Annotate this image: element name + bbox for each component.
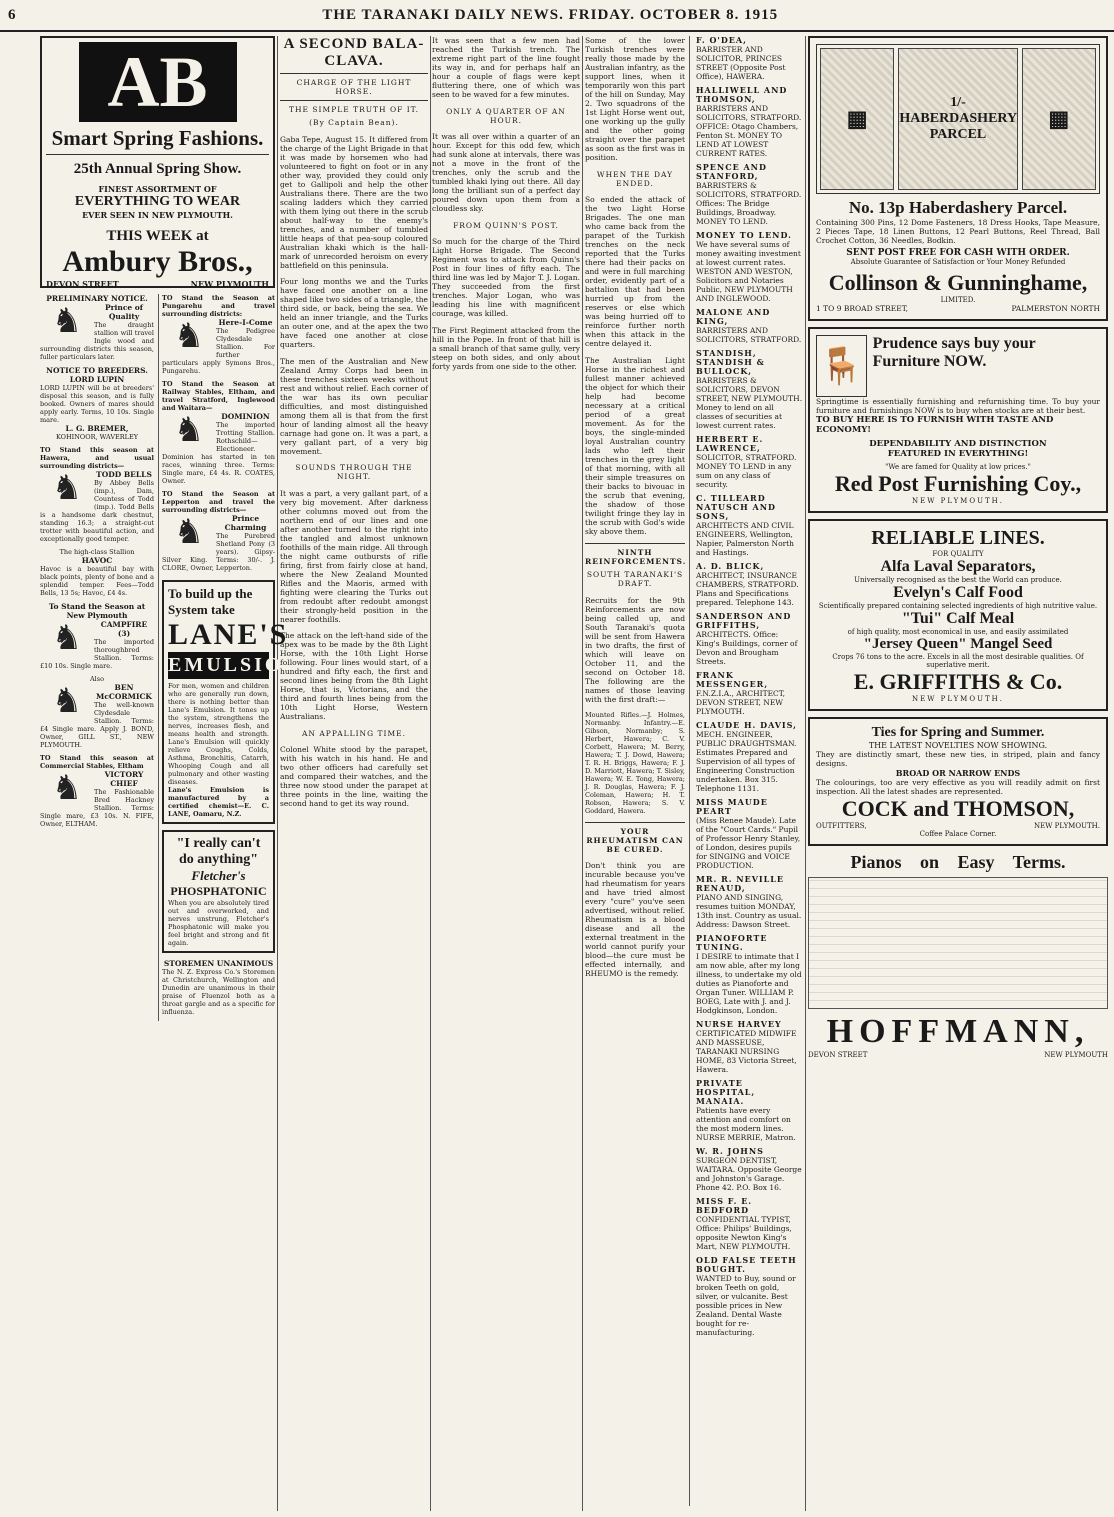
hoffmann-firm: HOFFMANN, bbox=[826, 1013, 1090, 1050]
stallion-name: Here-I-Come bbox=[218, 318, 273, 327]
card-name: MALONE AND KING, bbox=[696, 307, 771, 326]
stallion-name: Prince Charming bbox=[224, 514, 267, 532]
card-name: W. R. JOHNS bbox=[696, 1146, 764, 1156]
stallion-name: HAVOC bbox=[81, 556, 113, 565]
parcel-firm: Collinson & Gunninghame, bbox=[828, 270, 1088, 295]
stallion-notice bbox=[40, 675, 154, 749]
section-heading: SOUNDS THROUGH THE NIGHT. bbox=[295, 463, 413, 481]
cock-sub: THE LATEST NOVELTIES NOW SHOWING. bbox=[868, 741, 1048, 750]
column-3 bbox=[432, 36, 580, 1511]
horse-icon: ♞ bbox=[173, 410, 205, 450]
fletcher-body: When you are absolutely tired out and overworked, and nerves unstrung, Fletcher's Phosphatonic will make you feel bright and strong and fit again. bbox=[168, 899, 269, 947]
stallion-col-b bbox=[158, 294, 301, 1021]
column-4 bbox=[585, 36, 803, 1511]
card-lines: BARRISTERS & SOLICITORS, STRATFORD. Offices: The Bridge Buildings, Broadway. MONEY TO LEND. bbox=[696, 181, 802, 226]
card-lines: PIANO AND SINGING, resumes tuition MONDAY, 13th inst. Country as usual. Address: Dawson Street. bbox=[696, 893, 802, 929]
storemen-body: The N. Z. Express Co.'s Storemen at Christchurch, Wellington and Dunedin are unanimous in their praise of Fluenzol both as a throat gargle and as a specific for influenza. bbox=[162, 968, 275, 1016]
stallion-notice bbox=[40, 366, 154, 441]
card-name: PIANOFORTE TUNING. bbox=[696, 933, 768, 952]
card-name: NURSE HARVEY bbox=[696, 1019, 782, 1029]
stallion-body: The imported Trotting Stallion. Rothschild—Electioneer. Dominion has started in ten races, winning three. Terms: Single mare, £4 4s. R. COATES, Owner. bbox=[162, 421, 275, 485]
fletcher-product: PHOSPHATONIC bbox=[170, 884, 267, 898]
column-rule bbox=[430, 36, 431, 1511]
cock-body: They are distinctly smart, these new ties, in striped, plain and fancy designs. bbox=[816, 750, 1100, 768]
parcel-sent: SENT POST FREE FOR CASH WITH ORDER. bbox=[846, 248, 1070, 258]
phosphatonic-ad bbox=[162, 830, 275, 953]
column-1 bbox=[40, 36, 301, 1511]
product-desc: Universally recognised as the best the World can produce. bbox=[854, 576, 1062, 584]
ad-text: THIS WEEK at bbox=[106, 228, 209, 244]
notice-title: TO Stand this season at Commercial Stables, Eltham bbox=[40, 754, 154, 770]
product-desc: of high quality, most economical in use, and easily assimilated bbox=[847, 628, 1069, 636]
notice-title: TO Stand the Season at Pungarehu and travel surrounding districts: bbox=[162, 294, 275, 318]
cock-town: NEW PLYMOUTH. bbox=[1034, 822, 1100, 830]
ad-headline: Smart Spring Fashions. bbox=[51, 126, 264, 150]
notice-title: Also bbox=[89, 675, 105, 683]
article-paragraph: It was seen that a few men had reached the Turkish trench. The extreme right part of the line fought its way in, and for perhaps half an hour a couple of flags were kept fluttering there, one of which was seen to be waved for a few minutes. bbox=[432, 36, 580, 99]
parcel-body: Containing 300 Pins, 12 Dome Fasteners, 18 Dress Hooks, Tape Measure, 2 Pieces Tape, 18 Linen Buttons, 12 Pearl Buttons, Reel Thread, Ball Crochet Cotton, 36 Needles, Bodkin. bbox=[816, 218, 1100, 245]
redpost-dep: DEPENDABILITY AND DISTINCTION FEATURED IN EVERYTHING! bbox=[869, 439, 1047, 459]
page-number: 6 bbox=[8, 6, 17, 23]
section-heading: WHEN THE DAY ENDED. bbox=[596, 169, 674, 188]
article-subhead: THE SIMPLE TRUTH OF IT. bbox=[289, 105, 419, 114]
cock-thomson-ad bbox=[808, 717, 1108, 846]
redpost-town: NEW PLYMOUTH. bbox=[912, 497, 1004, 505]
stallion-body: The Purebred Shetland Pony (3 years). Gipsy-Silver King. Terms: 30/-. J. CLORE, Owner, Lepperton. bbox=[162, 532, 275, 572]
card-lines: ARCHITECTS. Office: King's Buildings, corner of Devon and Brougham Streets. bbox=[696, 630, 798, 666]
ad-street: DEVON STREET bbox=[46, 279, 119, 289]
stallion-name: LORD LUPIN bbox=[69, 375, 125, 384]
parcel-addr: 1 TO 9 BROAD STREET, bbox=[816, 304, 908, 313]
fletcher-brand: Fletcher's bbox=[191, 868, 246, 883]
product-desc: Crops 76 tons to the acre. Excels in all the most desirable qualities. Of superlative merit. bbox=[832, 653, 1084, 669]
stallion-notice bbox=[40, 446, 154, 543]
ninth-title: NINTH REINFORCEMENTS. bbox=[585, 548, 687, 566]
notice-title: NOTICE TO BREEDERS. bbox=[46, 366, 148, 375]
horse-icon: ♞ bbox=[51, 618, 83, 658]
parcel-title: No. 13p Haberdashery Parcel. bbox=[848, 198, 1068, 217]
column-5 bbox=[808, 36, 1108, 1511]
card-lines: WANTED to Buy, sound or broken Teeth on gold, silver, or vulcanite. Best possible prices in New Zealand. Dental Waste bought for re-manufacturing. bbox=[696, 1274, 796, 1337]
article-continued bbox=[585, 36, 690, 1506]
rheum-body: Don't think you are incurable because you've had rheumatism for years and have tried almost every "cure" you've seen advertised, without relief. Rheumatism is a blood disease and all the external treatment in the world cannot purify your blood—the cure must be effected internally, and RHEUMO is the remedy. bbox=[585, 861, 685, 978]
stallion-body: The Fashionable Bred Hackney Stallion. Terms: Single mare, £3 10s. N. FIFE, Owner, ELTHAM. bbox=[40, 788, 154, 828]
card-lines: Patients have every attention and comfort on the most modern lines. NURSE MERRIE, Matron. bbox=[696, 1106, 796, 1142]
hoffmann-street: DEVON STREET bbox=[808, 1051, 868, 1059]
card-lines: BARRISTER AND SOLICITOR, PRINCES STREET (Opposite Post Office), HAWERA. bbox=[696, 45, 786, 81]
card-name: A. D. BLICK, bbox=[696, 561, 765, 571]
horse-icon: ♞ bbox=[173, 512, 205, 552]
cock-firm: COCK and THOMSON, bbox=[841, 796, 1075, 821]
card-lines: SURGEON DENTIST, WAITARA. Opposite George and Johnston's Garage. Phone 42. P.O. Box 16. bbox=[696, 1156, 802, 1192]
horse-icon: ♞ bbox=[51, 301, 83, 341]
card-lines: ARCHITECTS AND CIVIL ENGINEERS, Wellington, Napier, Palmerston North and Hastings. bbox=[696, 521, 795, 557]
stallion-notice bbox=[40, 294, 154, 361]
stallion-owner: L. G. BREMER, bbox=[65, 424, 129, 433]
card-lines: BARRISTERS AND SOLICITORS, STRATFORD. OFFICE: Otago Chambers, Fenton St. MONEY TO LEND AT LOWEST CURRENT RATES. bbox=[696, 104, 802, 158]
section-heading: ONLY A QUARTER OF AN HOUR. bbox=[446, 106, 566, 125]
article-paragraph: The men of the Australian and New Zealand Army Corps had been in these trenches sixteen weeks without rest and without relief. Each corner of the war has its own peculiar difficulties, and most distinguished among them all is that from the first hour of landing almost all the heavy carnage had gone on. It was a part, a very gallant part, of a very big movement. bbox=[280, 356, 428, 456]
product-line: "Jersey Queen" Mangel Seed bbox=[863, 636, 1053, 652]
newspaper-title: THE TARANAKI DAILY NEWS. FRIDAY. OCTOBER 8. 1915 bbox=[322, 6, 779, 23]
price-table bbox=[808, 877, 1108, 1009]
lanes-emulsion-ad bbox=[162, 580, 301, 824]
lanes-maker: Lane's Emulsion is manufactured by a certified chemist—E. C. LANE, Oamaru, N.Z. bbox=[168, 786, 269, 818]
stallion-notice bbox=[162, 294, 275, 375]
section-heading: FROM QUINN'S POST. bbox=[453, 220, 559, 230]
stallion-name: TODD BELLS bbox=[96, 470, 152, 479]
parcel-guarantee: Absolute Guarantee of Satisfaction or Your Money Refunded bbox=[850, 258, 1066, 266]
red-post-ad bbox=[808, 327, 1108, 513]
product-line: "Tui" Calf Meal bbox=[901, 610, 1015, 627]
griffiths-town: NEW PLYMOUTH. bbox=[912, 695, 1004, 703]
article-paragraph: Some of the lower Turkish trenches were really those made by the Australian infantry, as the support lines, when it temporarily won this part of the hill on Sunday, May 2. Two squadrons of the 1st Light Horse went out, one working up the gully and the other going straight over the parapet as soon as the first was in position. bbox=[585, 36, 685, 162]
horse-icon: ♞ bbox=[51, 681, 83, 721]
hoffmann-ad bbox=[808, 852, 1108, 1059]
stallion-name: BEN McCORMICK bbox=[96, 683, 152, 701]
storemen-ad bbox=[162, 959, 275, 1016]
horse-icon: ♞ bbox=[173, 316, 205, 356]
ad-text: EVER SEEN IN NEW PLYMOUTH. bbox=[82, 210, 233, 220]
stallion-notice bbox=[40, 602, 154, 670]
article-subhead: CHARGE OF THE LIGHT HORSE. bbox=[296, 78, 412, 96]
griffiths-firm: E. GRIFFITHS & Co. bbox=[853, 669, 1063, 694]
article-paragraph: So much for the charge of the Third Light Horse Brigade. The Second Regiment was to attack from Quinn's Post in four lines of fifty each. The third line was led by Major T. J. Logan. They succeeded from the first trenches. Major Logan, who was leading his line with magnificent courage, was killed. bbox=[432, 237, 580, 318]
fletcher-head: "I really can't do anything" bbox=[176, 836, 261, 867]
card-name: MONEY TO LEND. bbox=[696, 230, 792, 240]
card-name: PRIVATE HOSPITAL, MANAIA. bbox=[696, 1078, 756, 1106]
stallion-name: DOMINION bbox=[221, 412, 270, 421]
horse-icon: ♞ bbox=[51, 468, 83, 508]
product-line: Evelyn's Calf Food bbox=[893, 584, 1023, 601]
parcel-town: PALMERSTON NORTH bbox=[1011, 304, 1100, 313]
card-name: OLD FALSE TEETH BOUGHT. bbox=[696, 1255, 797, 1274]
haberdashery-ad bbox=[808, 36, 1108, 321]
article-byline: (By Captain Bean). bbox=[309, 118, 399, 127]
stallion-body: The imported thoroughbred Stallion. Terms: £10 10s. Single mare. bbox=[40, 638, 154, 670]
card-name: MISS F. E. BEDFORD bbox=[696, 1196, 753, 1215]
ad-town: NEW PLYMOUTH bbox=[190, 279, 269, 289]
ambury-ad bbox=[40, 36, 275, 288]
griffiths-head: RELIABLE LINES. bbox=[871, 527, 1045, 549]
section-heading: AN APPALLING TIME. bbox=[302, 728, 406, 738]
card-lines: I DESIRE to intimate that I am now able, after my long illness, to undertake my old duties as Pianoforte and Organ Tuner. WILLIAM P. BOEG, Late with J. and J. Hodgkinson, London. bbox=[696, 952, 802, 1015]
stallion-name: Prince of Quality bbox=[104, 303, 144, 321]
lanes-brand: LANE'S bbox=[168, 618, 289, 651]
notice-title: TO Stand this season at Hawera, and usual surrounding districts— bbox=[40, 446, 154, 470]
card-name: STANDISH, STANDISH & BULLOCK, bbox=[696, 348, 765, 376]
ninth-body: Recruits for the 9th Reinforcements are now being called up, and South Taranaki's quota will be sent from Hawera in two drafts, the first of which will leave on October 11, and the second on October 18. The following are the names of those leaving with the first draft:— bbox=[585, 595, 685, 704]
cock-addr: Coffee Palace Corner. bbox=[919, 830, 997, 838]
card-lines: MECH. ENGINEER, PUBLIC DRAUGHTSMAN. Estimates Prepared and Supervision of all types of Engineering Construction undertaken. Box 315. Telephone 1131. bbox=[696, 730, 797, 793]
product-desc: Scientifically prepared containing selected ingredients of high nutritive value. bbox=[818, 602, 1098, 610]
article-paragraph: It was all over within a quarter of an hour. Except for this odd few, which had sunk alone at intervals, there was not a move in the front of the trenches, only the scrub and the tumbled khaki lying out there. All day long the brilliant sun of a perfect day poured down upon them from a cloudless sky. bbox=[432, 132, 580, 213]
stallion-name: VICTORY CHIEF bbox=[104, 770, 144, 788]
article-paragraph: So ended the attack of the two Light Horse Brigades. The one man who came back from the parapet of the Turkish trenches on the neck reported that the Turks there had their packs on and were in full marching order, evidently part of a battalion that had been hurried up from the reserves or else which was being hurried off to reinforce further north when this attack in the centre delayed it. bbox=[585, 195, 685, 348]
cock-head: Ties for Spring and Summer. bbox=[871, 725, 1045, 740]
article-paragraph: The attack on the left-hand side of the apex was to be made by the 8th Light Horse, with the 10th Light Horse following. Four lines would start, of a hundred and fifty each, the first and second lines being from the 8th Light Horse, that is, Victorians, and the third and fourth lines being from the 10th Light Horse, Western Australians. bbox=[280, 631, 428, 721]
card-name: MISS MAUDE PEART bbox=[696, 797, 768, 816]
notice-title: To Stand the Season at New Plymouth bbox=[48, 602, 146, 620]
hoffmann-town: NEW PLYMOUTH bbox=[1044, 1051, 1108, 1059]
card-lines: SOLICITOR, STRATFORD. MONEY TO LEND in any sum on any class of security. bbox=[696, 453, 797, 489]
cock-body2: The colourings, too are very effective as you will readily admit on first inspection. All the latest shades are represented. bbox=[816, 778, 1100, 796]
lanes-head: To build up the System take bbox=[168, 586, 253, 617]
card-name: HALLIWELL AND THOMSON, bbox=[696, 85, 788, 104]
redpost-cta: TO BUY HERE IS TO FURNISH WITH TASTE AND ECONOMY! bbox=[816, 415, 1054, 435]
stallion-body: Havoc is a beautiful bay with black points, plenty of bone and a splendid temper. Fees—Todd Bells, 13 5s; Havoc, £4 4s. bbox=[40, 565, 154, 597]
stallion-col-a bbox=[40, 294, 154, 1021]
ad-text: EVERYTHING TO WEAR bbox=[74, 194, 241, 209]
notice-title: PRELIMINARY NOTICE. bbox=[46, 294, 148, 303]
article-paragraph: Four long months we and the Turks have faced one another on a line shaped like two sides of a triangle, the third side, or back, being the sea. We held an inner triangle, and the Turks an outer one, and at the apex the two have faced one another at close quarters. bbox=[280, 277, 428, 349]
parcel-illustration bbox=[816, 44, 1100, 194]
chair-icon: 🪑 bbox=[816, 335, 867, 397]
card-name: F. O'DEA, bbox=[696, 35, 747, 45]
card-lines: ARCHITECT, INSURANCE CHAMBERS, STRATFORD. Plans and Specifications prepared. Telephone 143. bbox=[696, 571, 799, 607]
stallion-body: The well-known Clydesdale Stallion. Terms: £4 Single mare. Apply J. BOND, Owner, GILL ST., NEW PLYMOUTH. bbox=[40, 701, 154, 749]
column-2 bbox=[280, 36, 428, 1511]
ninth-subhead: SOUTH TARANAKI'S DRAFT. bbox=[586, 570, 684, 588]
notice-title: TO Stand the Season at Railway Stables, Eltham, and travel Stratford, Inglewood and Waitara— bbox=[162, 380, 275, 412]
stallion-body: LORD LUPIN will be at breeders' disposal this season, and is fully booked. Owners of mares should apply early. Terms, 10 10s. Single mare. bbox=[40, 384, 154, 424]
article-title: A SECOND BALA-CLAVA. bbox=[283, 36, 425, 69]
griffiths-forq: FOR QUALITY bbox=[932, 550, 984, 558]
storemen-title: STOREMEN UNANIMOUS bbox=[163, 959, 274, 968]
card-name: C. TILLEARD NATUSCH AND SONS, bbox=[696, 493, 776, 521]
card-lines: We have several sums of money awaiting investment at lowest current rates. WESTON AND WESTON, Solicitors and Notaries Public, NEW PLYMOUTH AND INGLEWOOD. bbox=[696, 240, 801, 303]
stallion-name: CAMPFIRE (3) bbox=[100, 620, 148, 638]
stallion-notice bbox=[162, 380, 275, 485]
cock-ends: BROAD OR NARROW ENDS bbox=[895, 768, 1021, 778]
card-name: MR. R. NEVILLE RENAUD, bbox=[696, 874, 784, 893]
column-rule bbox=[277, 36, 278, 1511]
stallion-body: The Pedigree Clydesdale Stallion. For further particulars apply Symons Bros., Pungarehu. bbox=[162, 327, 275, 375]
redpost-firm: Red Post Furnishing Coy., bbox=[834, 471, 1082, 496]
pianos-head: Pianos on Easy Terms. bbox=[850, 852, 1066, 872]
lanes-product: EMULSION bbox=[168, 652, 269, 679]
card-lines: BARRISTERS AND SOLICITORS, STRATFORD. bbox=[696, 326, 802, 344]
article-paragraph: Colonel White stood by the parapet, with his watch in his hand. He and two other officers had carefully set and compared their watches, and the three now stood under the parapet at three points in the line, waiting the second hand to get its way round. bbox=[280, 745, 428, 808]
column-rule bbox=[582, 36, 583, 1511]
griffiths-ad bbox=[808, 519, 1108, 711]
card-name: HERBERT E. LAWRENCE, bbox=[696, 434, 764, 453]
ad-subhead: 25th Annual Spring Show. bbox=[73, 161, 242, 177]
stallion-notice bbox=[162, 490, 275, 572]
ad-firm: Ambury Bros., bbox=[62, 245, 253, 278]
card-name: SANDERSON AND GRIFFITHS, bbox=[696, 611, 792, 630]
card-lines: CERTIFICATED MIDWIFE AND MASSEUSE, TARANAKI NURSING HOME, 83 Victoria Street, Hawera. bbox=[696, 1029, 797, 1074]
card-name: SPENCE AND STANFORD, bbox=[696, 162, 767, 181]
parcel-box-icon: ▦ bbox=[1022, 48, 1096, 190]
card-lines: BARRISTERS & SOLICITORS, DEVON STREET, NEW PLYMOUTH. Money to lend on all classes of securities at lowest current rates. bbox=[696, 376, 803, 430]
card-lines: (Miss Renee Maude). Late of the "Court Cards." Pupil of Professor Henry Stanley, of London, desires pupils for SINGING and VOICE PRODUCTION. bbox=[696, 816, 801, 870]
article-paragraph: The First Regiment attacked from the hill in the Pope. In front of that hill is a small branch of that same gully, very steep on both sides, and only about forty yards from one side to the other. bbox=[432, 325, 580, 371]
column-rule bbox=[805, 36, 806, 1511]
notice-title: TO Stand the Season at Lepperton and travel the surrounding districts— bbox=[162, 490, 275, 514]
article-paragraph: It was a part, a very gallant part, of a very big movement. After darkness other columns moved out from the northern end of our lines and one after another turned to the right into the tangled and almost unknown foothills of the main ridge. All through the night came outbursts of rifle firing, first from fairly close at hand, where the New Zealand Mounted Rifles and the Maoris, armed with fighting were clearing the Turks out from redoubt after redoubt amongst their strongly-held position in the nearer foothills. bbox=[280, 488, 428, 624]
stallion-body: The draught stallion will travel Ingle wood and surrounding districts this season, fuller particulars later. bbox=[40, 321, 154, 361]
horse-icon: ♞ bbox=[51, 768, 83, 808]
parcel-box-icon: ▦ bbox=[820, 48, 894, 190]
stallion-body: By Abbey Bells (imp.), Dam, Countess of Todd (imp.). Todd Bells is a handsome dark chestnut, standing 16.3; a straight-cut trotter with beautiful action, and exceptionally good temper. bbox=[40, 479, 154, 543]
lanes-body: For men, women and children who are generally run down, there is nothing better than Lane's Emulsion. It tones up the system, strengthens the nerves, increases flesh, and means health and strength. Lane's Emulsion will quickly relieve Coughs, Colds, Asthma, Bronchitis, Catarrh, Whooping Cough and all pulmonary and other wasting diseases. bbox=[168, 682, 269, 786]
redpost-famed: "We are famed for Quality at low prices." bbox=[885, 463, 1031, 471]
card-lines: CONFIDENTIAL TYPIST, Office: Philips' Buildings, opposite Newton King's Mart, NEW PLYMOUTH. bbox=[696, 1215, 792, 1251]
stallion-notice bbox=[40, 754, 154, 828]
ab-logo: AB bbox=[79, 42, 237, 122]
notice-title: The high-class Stallion bbox=[59, 548, 135, 556]
redpost-body: Springtime is essentially furnishing and refurnishing time. To buy your furniture and furnishings NOW is to buy when stocks are at their best. bbox=[816, 397, 1100, 415]
ad-text: FINEST ASSORTMENT OF bbox=[98, 184, 217, 194]
stallion-ads bbox=[40, 294, 301, 1021]
stallion-owner-addr: KOHINOOR, WAVERLEY bbox=[55, 433, 139, 441]
redpost-head: Prudence says buy your Furniture NOW. bbox=[872, 335, 1036, 370]
article-paragraph: The Australian Light Horse in the richest and fullest manner achieved the object for which their help had become necessary at a critical period of a great movement. As for the boys, the single-minded loyal Australian country lads who left their trenches in the grey light of that morning, with all their simple treasures on their backs to bivouac in the scrub that evening, the shadow of those twilight fringe they lay in the scrub with God's wide sky above them. bbox=[585, 355, 685, 536]
masthead bbox=[0, 0, 1114, 32]
parcel-ltd: LIMITED. bbox=[940, 296, 976, 304]
card-lines: F.N.Z.I.A., ARCHITECT, DEVON STREET, NEW PLYMOUTH. bbox=[696, 689, 786, 716]
article-paragraph: Gaba Tepe, August 15. It differed from the charge of the Light Brigade in that it was made by horsemen who had volunteered to fight on foot or in any other way, provided they could only get to Gallipoli and help the other Australians there. There are the two scaling ladders which they carried with them lying out there in the scrub about half-way to the enemy's trenches, and a number of tumbled little heaps of that pea-soup coloured Australian khaki which is the hall-mark of unrecorded heroism on every battlefield on this peninsula. bbox=[280, 134, 428, 270]
stallion-notice bbox=[40, 548, 154, 597]
product-line: Alfa Laval Separators, bbox=[880, 558, 1036, 575]
parcel-label: 1/- HABERDASHERY PARCEL bbox=[898, 48, 1017, 190]
card-name: FRANK MESSENGER, bbox=[696, 670, 769, 689]
card-name: CLAUDE H. DAVIS, bbox=[696, 720, 797, 730]
cock-out: OUTFITTERS, bbox=[816, 822, 867, 830]
rheum-title: YOUR RHEUMATISM CAN BE CURED. bbox=[586, 826, 684, 854]
ninth-list: Mounted Rifles.—J. Holmes, Normanby. Infantry.—E. Gibson, Normanby; S. Herbert, Hawera; C. V. Corbett, Hawera; M. Berry, Hawera; T. J. Dowd, Hawera; T. R. H. Briggs, Hawera; F. J. D. Marriott, Hawera; T. Sisley, Hawera; W. E. Tong, Hawera; J. R. Douglas, Hawera; F. J. Coleman, Hawera; H. T. Robson, Hawera; S. V. Goddard, Hawera. bbox=[585, 711, 685, 815]
